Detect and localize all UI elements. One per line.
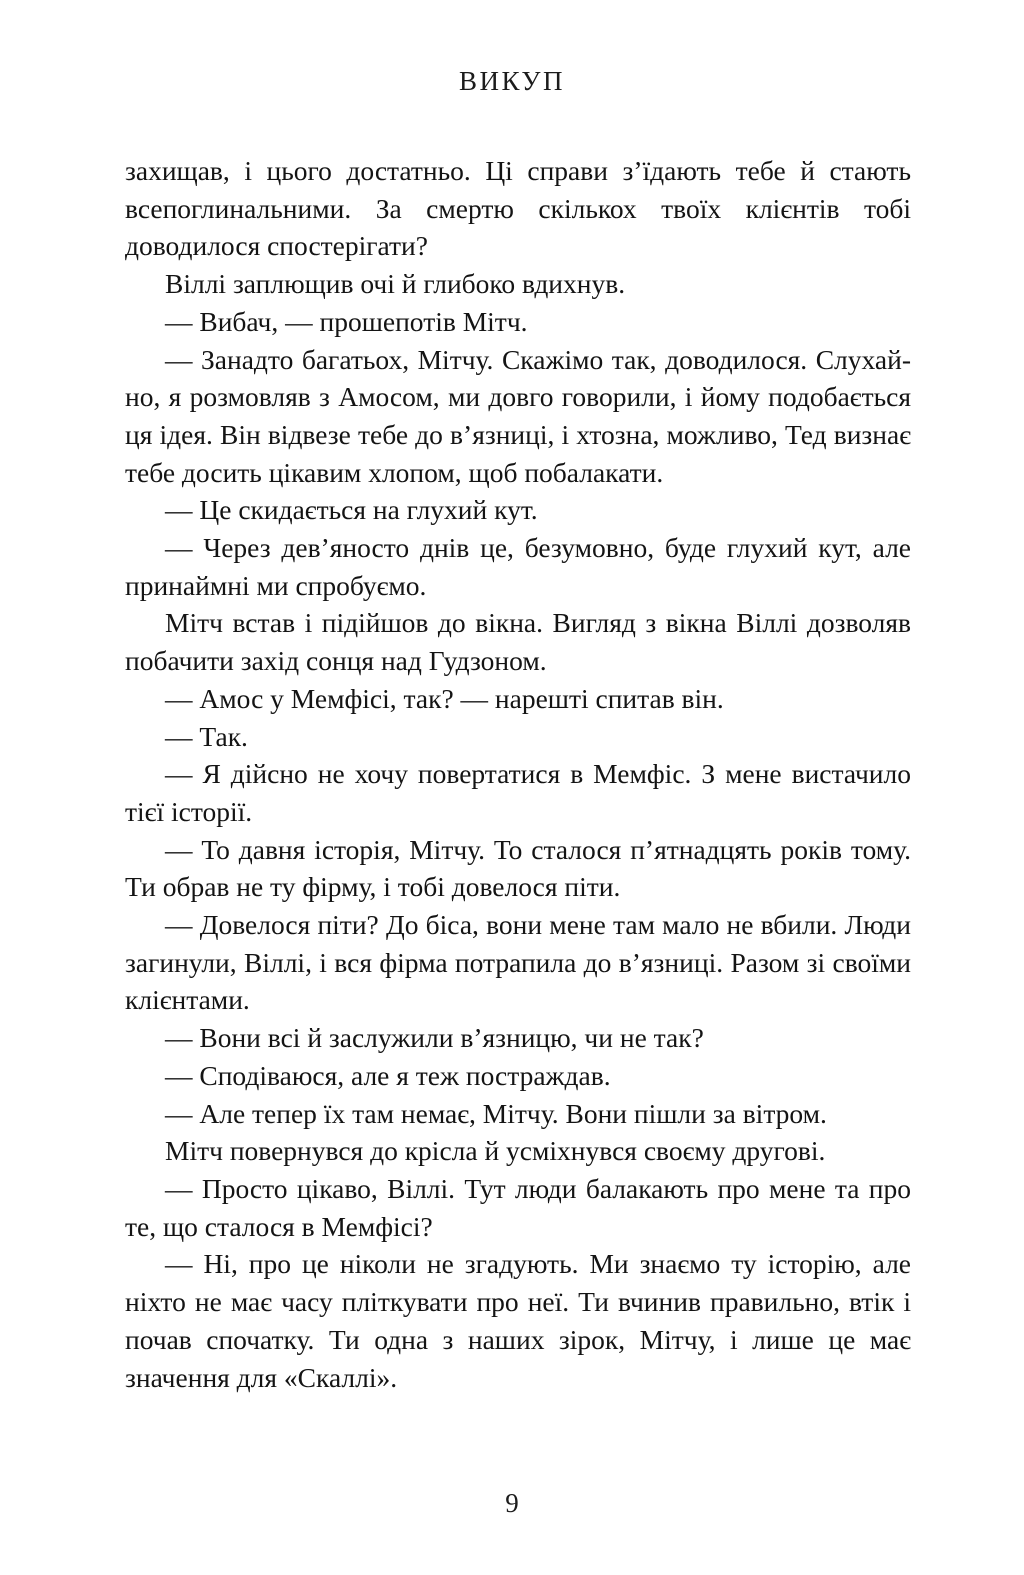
running-header: ВИКУП xyxy=(458,66,566,96)
page-number: 9 xyxy=(505,1488,519,1518)
paragraph: Мітч встав і підійшов до вікна. Вигляд з вікна Віллі дозволяв побачити захід сонця над Гудзоном. xyxy=(125,607,911,677)
paragraph: — Амос у Мемфісі, так? — нарешті спитав він. xyxy=(165,682,724,714)
paragraph: — Занадто багатьох, Мітчу. Скажімо так, доводилося. Слухай-но, я розмовляв з Амосом, ми довго говорили, і йому подобається ця ідея. Він відвезе тебе до в’язниці, і хтозна, можливо, Тед визнає тебе досить цікавим хлопом, щоб побалакати. xyxy=(125,343,911,488)
paragraph: — Вибач, — прошепотів Мітч. xyxy=(165,305,528,337)
paragraph: — Це скидається на глухий кут. xyxy=(165,494,538,526)
body-text xyxy=(125,152,911,1396)
paragraph: — Ні, про це ніколи не згадують. Ми знаємо ту історію, але ніхто не має часу пліткувати про неї. Ти вчинив правильно, втік і почав спочатку. Ти одна з наших зірок, Мітчу, і лише це має значення для «Скаллі». xyxy=(125,1248,911,1393)
paragraph: Віллі заплющив очі й глибоко вдихнув. xyxy=(165,268,626,300)
paragraph: — Сподіваюся, але я теж постраждав. xyxy=(165,1059,611,1091)
paragraph: Мітч повернувся до крісла й усміхнувся своєму другові. xyxy=(165,1135,826,1167)
paragraph: — Через дев’яносто днів це, безумовно, буде глухий кут, але принаймні ми спробуємо. xyxy=(125,532,911,601)
paragraph: — Але тепер їх там немає, Мітчу. Вони пішли за вітром. xyxy=(165,1097,827,1129)
paragraph: захищав, і цього достатньо. Ці справи з’їдають тебе й стають всепоглинальними. За смертю скількох твоїх клієнтів тобі доводилося спостерігати? xyxy=(125,155,911,262)
paragraph: — Довелося піти? До біса, вони мене там мало не вбили. Люди загинули, Віллі, і вся фірма потрапила до в’язниці. Разом зі своїми клієнтами. xyxy=(125,909,911,1016)
paragraph: — Вони всі й заслужили в’язницю, чи не так? xyxy=(165,1022,704,1054)
paragraph: — Так. xyxy=(165,720,248,752)
paragraph: — То давня історія, Мітчу. То сталося п’ятнадцять років тому. Ти обрав не ту фірму, і тобі довелося піти. xyxy=(125,833,911,903)
paragraph: — Я дійсно не хочу повертатися в Мемфіс. З мене вистачило тієї історії. xyxy=(125,758,911,827)
paragraph: — Просто цікаво, Віллі. Тут люди балакають про мене та про те, що сталося в Мемфісі? xyxy=(125,1172,911,1242)
